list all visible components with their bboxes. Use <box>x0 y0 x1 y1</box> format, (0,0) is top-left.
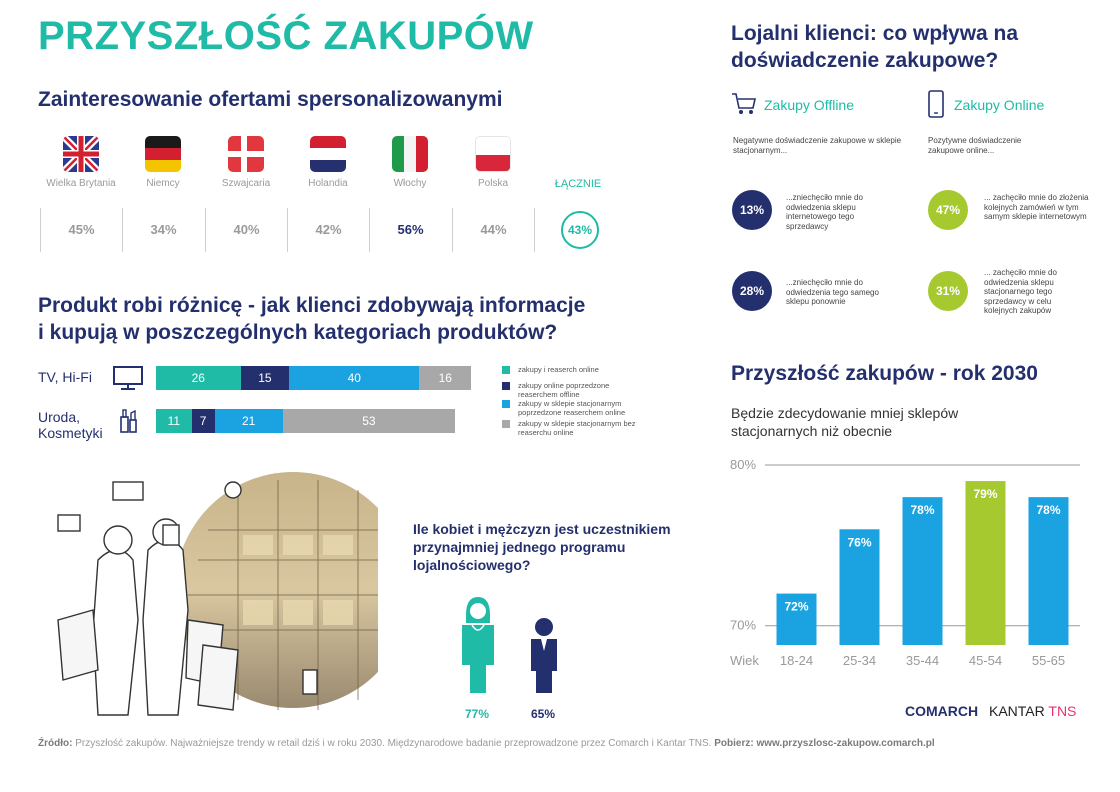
pct-value: 44% <box>452 208 534 252</box>
phone-icon <box>927 90 945 123</box>
netherlands-flag-icon <box>310 136 346 172</box>
stat-circle: 13% <box>732 190 772 230</box>
bar <box>903 497 943 645</box>
legend-text: zakupy w sklepie stacjonarnym bez reaserchu online <box>518 419 636 437</box>
source-label: Źródło: <box>38 738 73 749</box>
row-label-beauty <box>38 409 103 441</box>
section-title-personalized: Zainteresowanie ofertami spersonalizowanymi <box>38 88 503 111</box>
bar-value-label: 72% <box>784 599 809 614</box>
shopping-mall-illustration <box>38 470 378 725</box>
x-tick-label: 25-34 <box>842 653 877 668</box>
label-line: Kosmetyki <box>38 425 103 441</box>
woman-icon <box>460 595 496 700</box>
x-tick-label: 45-54 <box>968 653 1003 668</box>
x-tick-label: 35-44 <box>905 653 940 668</box>
bar-segment: 15 <box>241 366 290 390</box>
country-name: Wielka Brytania <box>46 178 116 189</box>
title-line: Produkt robi różnicę - jak klienci zdobywają informacje <box>38 294 586 317</box>
legend-text: zakupy w sklepie stacjonarnym poprzedzone reaserchem online <box>518 399 626 417</box>
country-uk <box>40 136 122 189</box>
bar <box>966 481 1006 645</box>
legend-text: zakupy online poprzedzone reaserchem offline <box>518 381 610 399</box>
country-de <box>122 136 204 189</box>
denmark-flag-icon <box>228 136 264 172</box>
cosmetics-icon <box>120 408 138 439</box>
pct-value: 45% <box>40 208 122 252</box>
comarch-logo: COMARCH <box>905 703 979 719</box>
page-title: PRZYSZŁOŚĆ ZAKUPÓW <box>38 14 534 58</box>
bar-segment: 7 <box>192 409 215 433</box>
germany-flag-icon <box>145 136 181 172</box>
legend-swatch <box>502 366 510 374</box>
country-pl <box>452 136 534 189</box>
kantar-text: KANTAR <box>989 703 1045 719</box>
bar-segment: 11 <box>156 409 192 433</box>
kantar-tns-logo <box>989 703 1076 719</box>
bar-chart-2030 <box>720 450 1090 675</box>
source-note <box>38 738 935 749</box>
pct-value: 40% <box>205 208 287 252</box>
source-text: Przyszłość zakupów. Najważniejsze trendy w retail dziś i w roku 2030. Międzynarodowe badanie przeprowadzone przez Comarch i Kantar TNS. <box>75 738 712 749</box>
poland-flag-icon <box>475 136 511 172</box>
online-label: Zakupy Online <box>954 97 1045 113</box>
stacked-bar-beauty <box>156 409 455 433</box>
offline-label: Zakupy Offline <box>764 97 855 113</box>
stacked-bar-tv <box>156 366 471 390</box>
tv-icon <box>112 365 144 396</box>
total-label: ŁĄCZNIE <box>554 178 602 190</box>
x-axis-label: Wiek <box>730 653 759 668</box>
pct-value: 42% <box>287 208 369 252</box>
divider <box>534 208 535 252</box>
bar-value-label: 79% <box>973 487 998 502</box>
men-pct: 65% <box>531 707 556 721</box>
section-title-loyal: Lojalni klienci: co wpływa na doświadczenie zakupowe? <box>731 22 1019 72</box>
stat-text: ...zniechęciło mnie do odwiedzenia sklepu internetowego tego sprzedawcy <box>786 193 863 231</box>
country-ch <box>205 136 287 189</box>
download-link[interactable]: Pobierz: www.przyszlosc-zakupow.comarch.pl <box>714 738 935 749</box>
pct-value-highlight: 56% <box>369 208 451 252</box>
legend-swatch <box>502 382 510 390</box>
y-tick-label: 80% <box>730 457 757 472</box>
legend-swatch <box>502 400 510 408</box>
online-desc: Pozytywne doświadczenie zakupowe online... <box>928 136 1022 155</box>
stat-text: ... zachęciło mnie do złożenia kolejnych zamówień w tym samym sklepie internetowym <box>984 193 1089 221</box>
country-nl <box>287 136 369 189</box>
country-total <box>537 136 619 190</box>
pct-value: 34% <box>122 208 204 252</box>
bar-segment: 21 <box>215 409 283 433</box>
bar-value-label: 78% <box>910 503 935 518</box>
country-it <box>369 136 451 189</box>
country-name: Niemcy <box>146 178 180 189</box>
x-tick-label: 18-24 <box>779 653 814 668</box>
cart-icon <box>731 91 757 122</box>
legend-text: zakupy i reaserch online <box>518 365 599 374</box>
bar-segment: 40 <box>289 366 419 390</box>
stat-circle: 31% <box>928 271 968 311</box>
country-name: Holandia <box>308 178 348 189</box>
stat-text: ... zachęciło mnie do odwiedzenia sklepu stacjonarnego tego sprzedawcy w celu kolejnych zakupów <box>984 268 1057 315</box>
women-pct: 77% <box>465 707 490 721</box>
stat-text: ...zniechęciło mnie do odwiedzenia tego samego sklepu ponownie <box>786 278 879 306</box>
stat-circle: 28% <box>732 271 772 311</box>
tns-text: TNS <box>1048 703 1077 719</box>
chart-title: Przyszłość zakupów - rok 2030 <box>731 362 1038 385</box>
title-line: i kupują w poszczególnych kategoriach produktów? <box>38 321 558 344</box>
bar-value-label: 76% <box>847 535 872 550</box>
x-tick-label: 55-65 <box>1031 653 1066 668</box>
italy-flag-icon <box>392 136 428 172</box>
offline-desc: Negatywne doświadczenie zakupowe w sklepie stacjonarnym... <box>733 136 902 155</box>
section-title-products <box>38 292 678 346</box>
y-tick-label: 70% <box>730 617 757 633</box>
stat-circle: 47% <box>928 190 968 230</box>
legend-swatch <box>502 420 510 428</box>
loyalty-question: Ile kobiet i mężczyzn jest uczestnikiem przynajmniej jednego programu lojalnościowego? <box>413 521 671 573</box>
man-icon <box>530 617 558 700</box>
country-name: Szwajcaria <box>221 178 271 189</box>
bar-segment: 16 <box>419 366 471 390</box>
country-name: Polska <box>477 178 508 189</box>
bar-segment: 26 <box>156 366 241 390</box>
chart-subtitle: Będzie zdecydowanie mniej sklepów stacjonarnych niż obecnie <box>731 405 959 439</box>
label-line: Uroda, <box>38 409 81 425</box>
total-pct-circle: 43% <box>561 211 599 249</box>
uk-flag-icon <box>63 136 99 172</box>
bar-segment: 53 <box>283 409 455 433</box>
bar <box>1029 497 1069 645</box>
country-name: Włochy <box>393 178 427 189</box>
row-label-tv: TV, Hi-Fi <box>38 369 92 385</box>
bar-value-label: 78% <box>1036 503 1061 518</box>
